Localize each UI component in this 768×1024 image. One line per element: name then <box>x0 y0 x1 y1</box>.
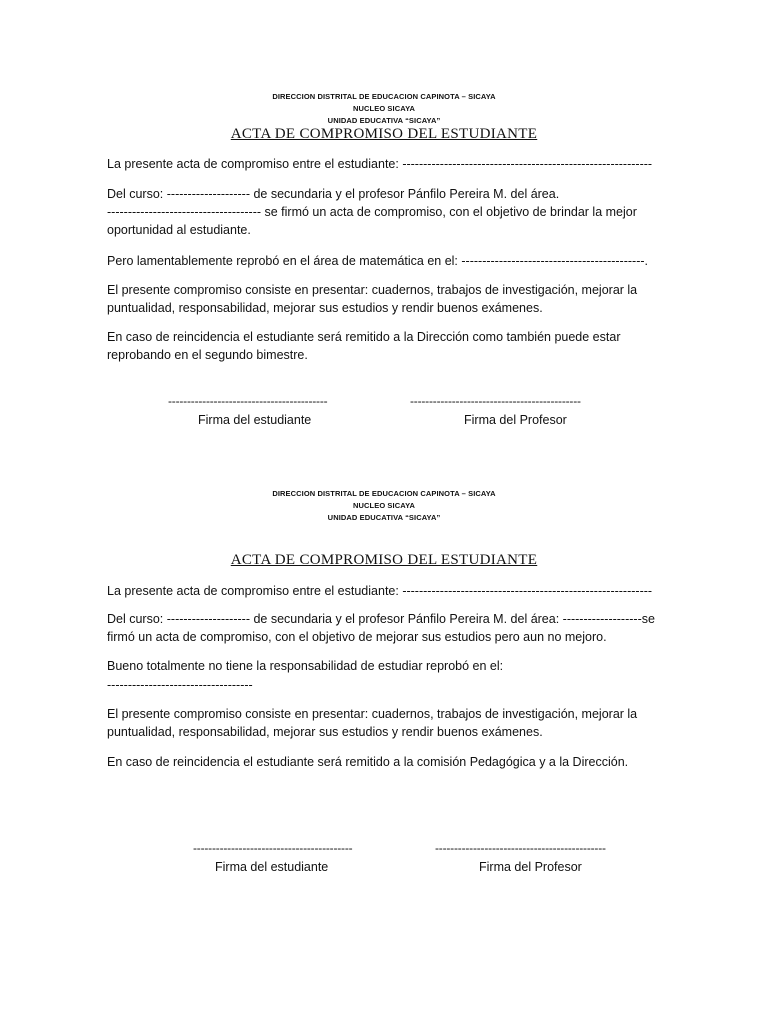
paragraph-line: oportunidad al estudiante. <box>107 223 251 237</box>
teacher-signature-label: Firma del Profesor <box>464 413 567 427</box>
paragraph-line: El presente compromiso consiste en presentar: cuadernos, trabajos de investigación, mejorar la <box>107 707 638 721</box>
header-district: DIRECCION DISTRITAL DE EDUCACION CAPINOTA – SICAYA <box>272 489 496 498</box>
document-title: ACTA DE COMPROMISO DEL ESTUDIANTE <box>230 552 538 568</box>
header-school: UNIDAD EDUCATIVA “SICAYA” <box>327 513 441 522</box>
paragraph-line: El presente compromiso consiste en presentar: cuadernos, trabajos de investigación, mejorar la <box>107 283 638 297</box>
paragraph-line: Pero lamentablemente reprobó en el área de matemática en el: --------------------------------------------. <box>107 254 649 268</box>
student-signature-line: ------------------------------------------ <box>193 841 353 855</box>
paragraph-line: En caso de reincidencia el estudiante será remitido a la comisión Pedagógica y a la Dirección. <box>107 755 629 769</box>
teacher-signature-line: --------------------------------------------- <box>410 394 581 408</box>
student-signature-label: Firma del estudiante <box>215 860 329 874</box>
paragraph-line: ------------------------------------- se firmó un acta de compromiso, con el objetivo de brindar la mejor <box>107 205 637 219</box>
paragraph-line: ----------------------------------- <box>107 678 253 692</box>
student-signature-label: Firma del estudiante <box>198 413 312 427</box>
paragraph-line: La presente acta de compromiso entre el estudiante: ------------------------------------------------------------ <box>107 157 653 171</box>
teacher-signature-line: --------------------------------------------- <box>435 841 606 855</box>
header-nucleus: NUCLEO SICAYA <box>352 501 415 510</box>
paragraph-line: puntualidad, responsabilidad, mejorar sus estudios y rendir buenos exámenes. <box>107 725 543 739</box>
document-title: ACTA DE COMPROMISO DEL ESTUDIANTE <box>230 126 538 142</box>
paragraph-line: firmó un acta de compromiso, con el objetivo de mejorar sus estudios pero aun no mejoro. <box>107 630 607 644</box>
paragraph-line: En caso de reincidencia el estudiante será remitido a la Dirección como también puede estar <box>107 330 621 344</box>
header-district: DIRECCION DISTRITAL DE EDUCACION CAPINOTA – SICAYA <box>272 92 496 101</box>
header-nucleus: NUCLEO SICAYA <box>352 104 415 113</box>
paragraph-line: Bueno totalmente no tiene la responsabilidad de estudiar reprobó en el: <box>107 659 504 673</box>
student-signature-line: ------------------------------------------ <box>168 394 328 408</box>
teacher-signature-label: Firma del Profesor <box>479 860 582 874</box>
paragraph-line: puntualidad, responsabilidad, mejorar sus estudios y rendir buenos exámenes. <box>107 301 543 315</box>
paragraph-line: reprobando en el segundo bimestre. <box>107 348 308 362</box>
paragraph-line: Del curso: -------------------- de secundaria y el profesor Pánfilo Pereira M. del área: -------------------se <box>107 612 655 626</box>
paragraph-line: Del curso: -------------------- de secundaria y el profesor Pánfilo Pereira M. del área. <box>107 187 560 201</box>
paragraph-line: La presente acta de compromiso entre el estudiante: ------------------------------------------------------------ <box>107 584 653 598</box>
header-school: UNIDAD EDUCATIVA “SICAYA” <box>327 116 441 125</box>
